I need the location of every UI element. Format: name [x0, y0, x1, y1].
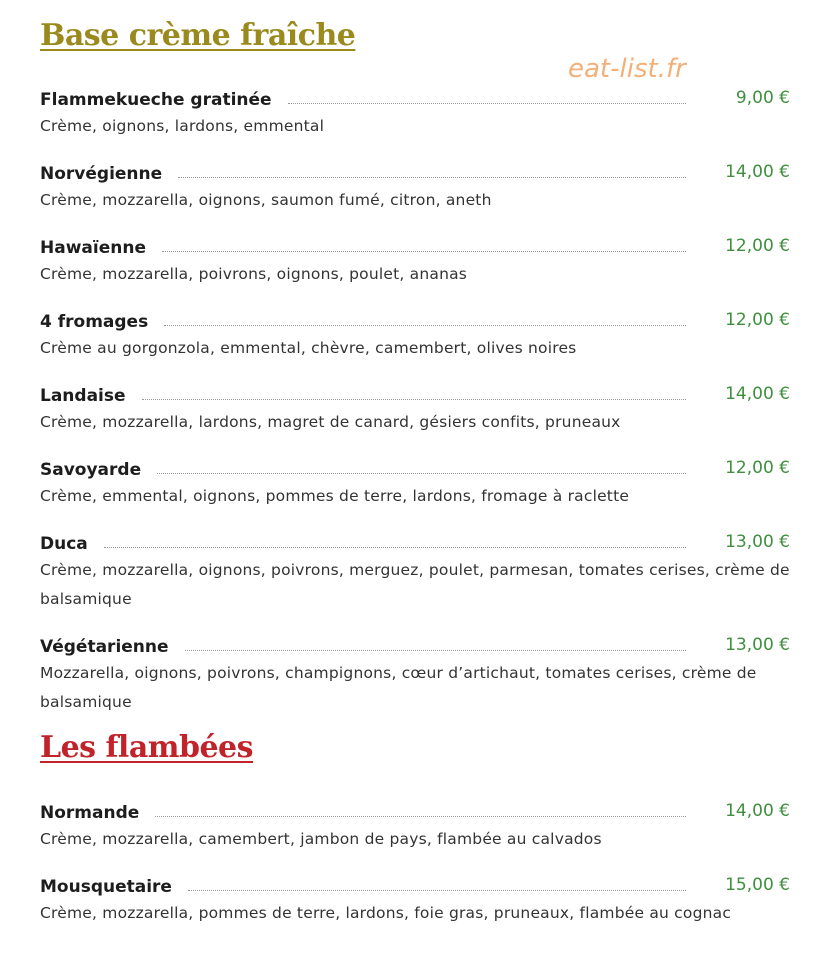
- menu-item: [40, 867, 790, 928]
- item-description: Crème, emmental, oignons, pommes de terre, lardons, fromage à raclette: [40, 487, 630, 505]
- item-description: Crème, mozzarella, camembert, jambon de pays, flambée au calvados: [40, 830, 602, 848]
- item-name: Landaise: [40, 386, 126, 406]
- section-title-base-creme: Base crème fraîche: [40, 18, 356, 53]
- item-description: Crème, mozzarella, poivrons, oignons, poulet, ananas: [40, 265, 468, 283]
- dot-leader: [104, 547, 686, 548]
- item-description: Crème, oignons, lardons, emmental: [40, 117, 325, 135]
- dot-leader: [142, 399, 686, 400]
- item-description: Crème, mozzarella, oignons, poivrons, merguez, poulet, parmesan, tomates cerises, crème de balsamique: [40, 561, 790, 608]
- menu-item: [40, 627, 790, 717]
- item-description: Crème, mozzarella, oignons, saumon fumé, citron, aneth: [40, 191, 492, 209]
- item-price: 14,00 €: [725, 384, 790, 404]
- menu-item: [40, 376, 790, 437]
- item-description: Mozzarella, oignons, poivrons, champignons, cœur d’artichaut, tomates cerises, crème de balsamique: [40, 664, 757, 711]
- item-name: Savoyarde: [40, 460, 142, 480]
- dot-leader: [185, 650, 686, 651]
- menu-item: [40, 302, 790, 363]
- item-description: Crème, mozzarella, pommes de terre, lardons, foie gras, pruneaux, flambée au cognac: [40, 904, 732, 922]
- menu-item: [40, 450, 790, 511]
- dot-leader: [157, 473, 686, 474]
- item-name: Mousquetaire: [40, 877, 172, 897]
- item-name: Flammekueche gratinée: [40, 90, 272, 110]
- item-price: 12,00 €: [725, 236, 790, 256]
- item-price: 12,00 €: [725, 458, 790, 478]
- item-price: 15,00 €: [725, 875, 790, 895]
- section-title-flambees: Les flambées: [40, 730, 254, 765]
- item-price: 9,00 €: [735, 88, 790, 108]
- item-name: Norvégienne: [40, 164, 163, 184]
- item-price: 14,00 €: [725, 162, 790, 182]
- item-name: 4 fromages: [40, 312, 149, 332]
- item-name: Duca: [40, 534, 88, 554]
- dot-leader: [155, 816, 686, 817]
- dot-leader: [162, 251, 686, 252]
- menu-item: [40, 228, 790, 289]
- item-price: 13,00 €: [725, 532, 790, 552]
- menu-item: [40, 793, 790, 854]
- watermark: eat-list.fr: [568, 54, 686, 84]
- item-description: Crème au gorgonzola, emmental, chèvre, camembert, olives noires: [40, 339, 577, 357]
- menu-list-flambees: [40, 793, 790, 941]
- item-description: Crème, mozzarella, lardons, magret de canard, gésiers confits, pruneaux: [40, 413, 621, 431]
- item-name: Normande: [40, 803, 140, 823]
- dot-leader: [178, 177, 686, 178]
- dot-leader: [164, 325, 686, 326]
- item-price: 12,00 €: [725, 310, 790, 330]
- menu-item: [40, 524, 790, 614]
- item-name: Végétarienne: [40, 637, 169, 657]
- menu-list-base-creme: [40, 80, 790, 730]
- item-price: 14,00 €: [725, 801, 790, 821]
- menu-item: [40, 154, 790, 215]
- dot-leader: [188, 890, 686, 891]
- menu-item: [40, 80, 790, 141]
- dot-leader: [288, 103, 686, 104]
- item-name: Hawaïenne: [40, 238, 146, 258]
- item-price: 13,00 €: [725, 635, 790, 655]
